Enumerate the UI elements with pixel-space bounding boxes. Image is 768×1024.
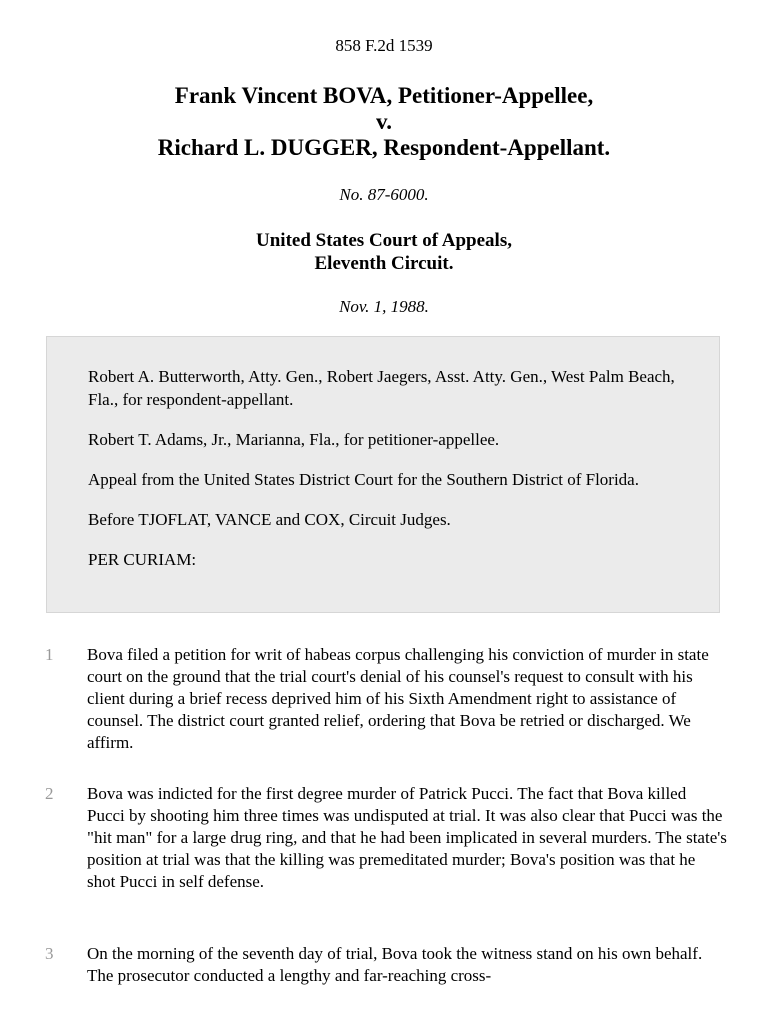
per-curiam: PER CURIAM: bbox=[88, 550, 197, 569]
court-name-line1: United States Court of Appeals, bbox=[256, 230, 512, 251]
case-caption bbox=[0, 83, 768, 161]
caption-versus: v. bbox=[376, 109, 392, 134]
syllabus-box bbox=[46, 336, 720, 613]
caption-petitioner: Frank Vincent BOVA, Petitioner-Appellee, bbox=[174, 83, 594, 108]
paragraph-number: 2 bbox=[45, 784, 54, 803]
counsel-respondent: Robert A. Butterworth, Atty. Gen., Robert Jaegers, Asst. Atty. Gen., West Palm Beach, Fla., for respondent-appellant. bbox=[88, 367, 675, 409]
caption-respondent: Richard L. DUGGER, Respondent-Appellant. bbox=[157, 135, 611, 160]
panel-judges: Before TJOFLAT, VANCE and COX, Circuit Judges. bbox=[88, 510, 451, 529]
paragraph-text: Bova filed a petition for writ of habeas corpus challenging his conviction of murder in state court on the ground that the trial court's denial of his counsel's request to consult with his client during a brief recess deprived him of his Sixth Amendment right to assistance of counsel. The district court granted relief, ordering that Bova be retried or discharged. We affirm. bbox=[87, 645, 709, 752]
counsel-petitioner: Robert T. Adams, Jr., Marianna, Fla., for petitioner-appellee. bbox=[88, 430, 500, 449]
paragraph-number: 3 bbox=[45, 944, 54, 963]
case-citation: 858 F.2d 1539 bbox=[335, 36, 433, 55]
appeal-from: Appeal from the United States District Court for the Southern District of Florida. bbox=[88, 470, 639, 489]
docket-number: No. 87-6000. bbox=[339, 185, 429, 204]
paragraph-number: 1 bbox=[45, 645, 54, 664]
paragraph-text: Bova was indicted for the first degree murder of Patrick Pucci. The fact that Bova killed Pucci by shooting him three times was undisputed at trial. It was also clear that Pucci was the "hit man" for a large drug ring, and that he had been implicated in several murders. The state's position at trial was that the killing was premeditated murder; Bova's position was that he shot Pucci in self defense. bbox=[87, 784, 727, 891]
court-name bbox=[0, 229, 768, 275]
court-name-line2: Eleventh Circuit. bbox=[314, 253, 454, 274]
decision-date: Nov. 1, 1988. bbox=[339, 297, 429, 316]
paragraph-text: On the morning of the seventh day of trial, Bova took the witness stand on his own behalf. The prosecutor conducted a lengthy and far-reaching cross- bbox=[87, 944, 703, 985]
